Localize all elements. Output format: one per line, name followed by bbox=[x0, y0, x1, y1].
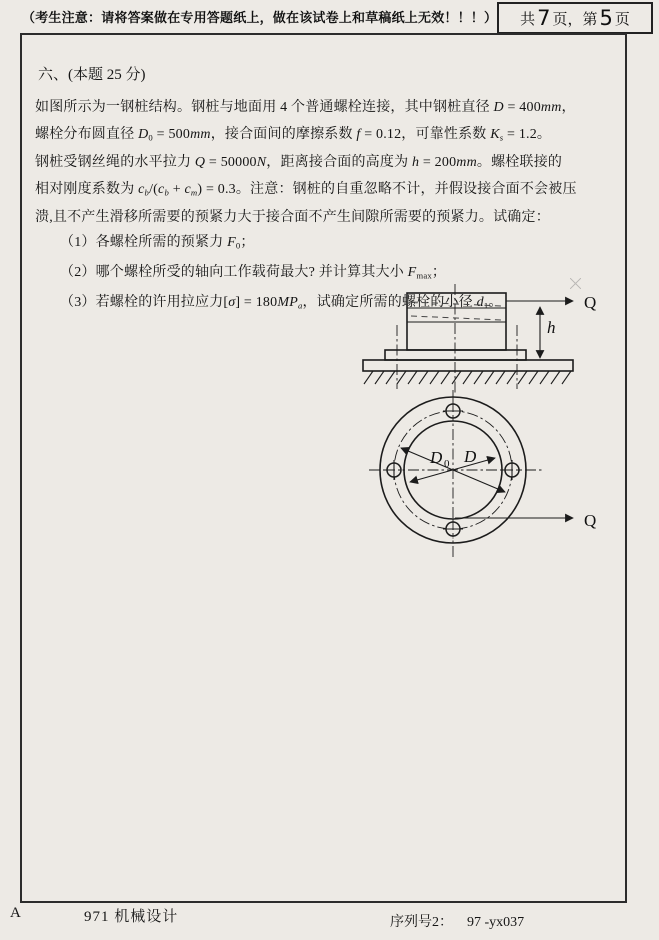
page-count-box bbox=[497, 2, 653, 34]
question-title: 六、(本题 25 分) bbox=[38, 67, 146, 83]
h-dimension-label: h bbox=[547, 318, 556, 337]
serial-label: 序列号2： bbox=[390, 915, 453, 930]
scan-artifact bbox=[570, 278, 581, 289]
problem-figure bbox=[348, 280, 630, 575]
question-text-line-1: 如图所示为一钢桩结构。钢桩与地面用 4 个普通螺栓连接，其中钢桩直径 D = 400mm， bbox=[35, 100, 576, 115]
wire-rope-wrap bbox=[407, 302, 506, 322]
page-count-suffix: 页 bbox=[614, 11, 630, 28]
d0-subscript: 0 bbox=[444, 458, 450, 470]
course-title: 971 机械设计 bbox=[84, 909, 179, 925]
question-text-line-2: 螺栓分布圆直径 D0 = 500mm，接合面间的摩擦系数 f = 0.12，可靠性系数 Ks = 1.2。 bbox=[35, 127, 552, 143]
side-view bbox=[363, 284, 596, 394]
total-pages: 7 bbox=[537, 5, 551, 30]
top-force-q-label: Q bbox=[584, 511, 597, 530]
question-item-2: （2）哪个螺栓所受的轴向工作载荷最大? 并计算其大小 Fmax； bbox=[60, 265, 447, 281]
d0-label: D bbox=[430, 448, 443, 467]
top-view bbox=[369, 390, 596, 557]
question-text-line-4: 相对刚度系数为 cb/(cb + cm) = 0.3。注意：钢桩的自重忽略不计，并假设接合面不会被压 bbox=[35, 182, 577, 198]
serial-number bbox=[390, 911, 524, 931]
page-count-middle: 页，第 bbox=[552, 11, 598, 28]
serial-value: 97 -yx037 bbox=[467, 915, 525, 930]
paper-variant: A bbox=[10, 905, 21, 921]
flange-outline bbox=[385, 350, 526, 360]
current-page: 5 bbox=[599, 5, 613, 30]
side-force-q-label: Q bbox=[584, 293, 597, 312]
question-text-line-3: 钢桩受钢丝绳的水平拉力 Q = 50000N，距离接合面的高度为 h = 200mm。螺栓联接的 bbox=[35, 155, 563, 170]
question-item-1: （1）各螺栓所需的预紧力 F0； bbox=[60, 235, 255, 251]
d-label: D bbox=[464, 447, 477, 466]
question-text-line-5: 溃,且不产生滑移所需要的预紧力大于接合面不产生间隙所需要的预紧力。试确定： bbox=[35, 210, 550, 225]
ground-hatching bbox=[364, 371, 571, 384]
base-plate-outline bbox=[363, 360, 573, 371]
question-item-3: （3）若螺栓的许用拉应力[σ] = 180MPa，试确定所需的螺栓的小径 d1。 bbox=[60, 295, 503, 311]
candidate-notice: （考生注意：请将答案做在专用答题纸上，做在该试卷上和草稿纸上无效！！！） bbox=[22, 10, 498, 25]
page-count-prefix: 共 bbox=[520, 11, 536, 28]
